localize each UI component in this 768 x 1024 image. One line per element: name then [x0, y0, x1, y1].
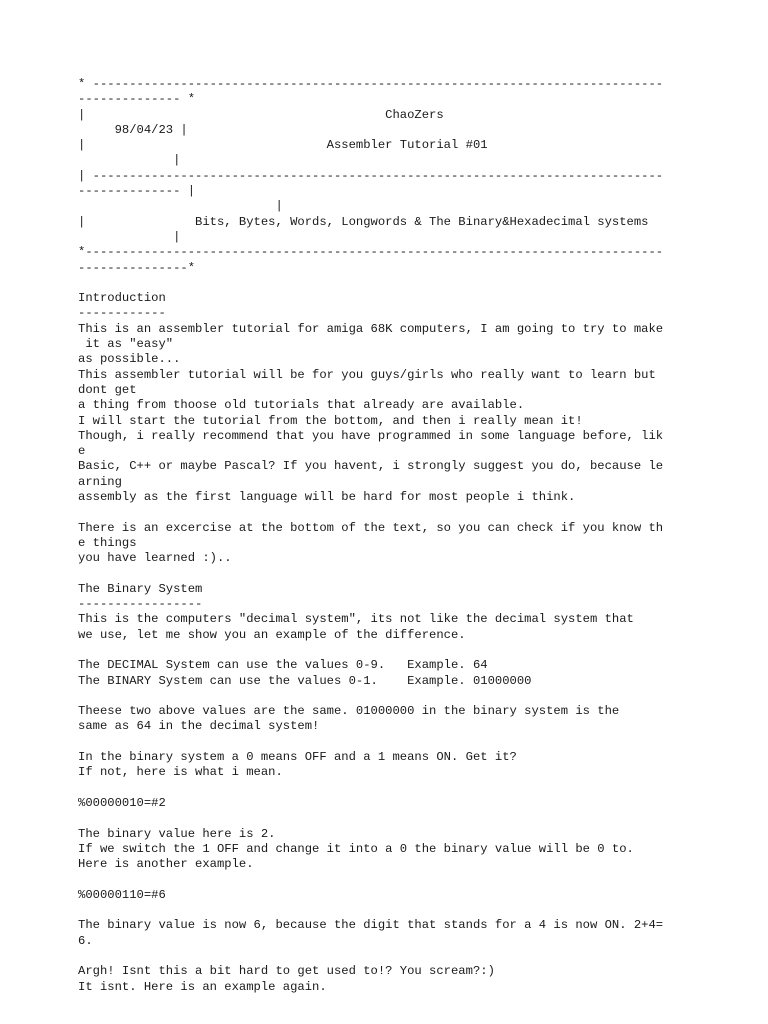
document-page — [78, 77, 718, 995]
text-line: ----------------- — [78, 597, 203, 612]
text-line — [78, 872, 718, 887]
text-line: same as 64 in the decimal system! — [78, 719, 320, 734]
text-line: It isnt. Here is an example again. — [78, 979, 327, 994]
text-line: | Bits, Bytes, Words, Longwords & The Binary&Hexadecimal systems — [78, 214, 649, 229]
text-line: There is an excercise at the bottom of the text, so you can check if you know th — [78, 520, 664, 535]
text-line: Theese two above values are the same. 01000000 in the binary system is the — [78, 704, 620, 719]
text-line — [78, 567, 718, 582]
text-line — [78, 505, 718, 520]
text-line: The BINARY System can use the values 0-1. Example. 01000000 — [78, 673, 532, 688]
text-line — [78, 811, 718, 826]
text-line: we use, let me show you an example of the difference. — [78, 627, 466, 642]
text-line: 98/04/23 | — [78, 122, 188, 137]
text-line: In the binary system a 0 means OFF and a 1 means ON. Get it? — [78, 750, 517, 765]
text-line: -------------- * — [78, 92, 196, 107]
text-line: | — [78, 199, 283, 214]
text-line — [78, 903, 718, 918]
text-line: This is an assembler tutorial for amiga 68K computers, I am going to try to make — [78, 321, 664, 336]
text-line: 6. — [78, 933, 93, 948]
text-line: Though, i really recommend that you have programmed in some language before, lik — [78, 428, 664, 443]
text-line — [78, 735, 718, 750]
text-line: *------------------------------------------------------------------------------- — [78, 245, 664, 260]
text-line: This is the computers "decimal system", its not like the decimal system that — [78, 612, 634, 627]
text-line: | ChaoZers — [78, 107, 444, 122]
text-line — [78, 276, 718, 291]
text-line: | ------------------------------------------------------------------------------ — [78, 168, 664, 183]
text-line: If we switch the 1 OFF and change it into a 0 the binary value will be 0 to. — [78, 841, 634, 856]
text-line: Argh! Isnt this a bit hard to get used to!? You scream?:) — [78, 964, 495, 979]
text-line: it as "easy" — [78, 337, 174, 352]
text-line: e — [78, 444, 86, 459]
text-line: If not, here is what i mean. — [78, 765, 283, 780]
text-line: * ------------------------------------------------------------------------------ — [78, 77, 664, 91]
text-line — [78, 781, 718, 796]
text-line: ------------ — [78, 306, 166, 321]
text-line: dont get — [78, 382, 137, 397]
text-line: The Binary System — [78, 581, 203, 596]
text-line: arning — [78, 474, 122, 489]
text-line: I will start the tutorial from the bottom, and then i really mean it! — [78, 413, 583, 428]
text-line: | — [78, 153, 181, 168]
text-line: %00000010=#2 — [78, 795, 166, 810]
text-line: This assembler tutorial will be for you guys/girls who really want to learn but — [78, 367, 656, 382]
text-line: you have learned :).. — [78, 551, 232, 566]
text-line: The binary value here is 2. — [78, 826, 276, 841]
text-line: Here is another example. — [78, 857, 254, 872]
text-line — [78, 689, 718, 704]
text-line: The DECIMAL System can use the values 0-9. Example. 64 — [78, 658, 488, 673]
text-line: Basic, C++ or maybe Pascal? If you havent, i strongly suggest you do, because le — [78, 459, 664, 474]
text-line: a thing from thoose old tutorials that already are available. — [78, 398, 525, 413]
text-line: Introduction — [78, 291, 166, 306]
text-line: as possible... — [78, 352, 181, 367]
text-line: ---------------* — [78, 260, 196, 275]
text-line: -------------- | — [78, 184, 196, 199]
text-line: assembly as the first language will be hard for most people i think. — [78, 490, 576, 505]
text-line: %00000110=#6 — [78, 887, 166, 902]
text-line: | Assembler Tutorial #01 — [78, 138, 488, 153]
text-line: | — [78, 229, 181, 244]
text-line: e things — [78, 535, 137, 550]
text-line — [78, 643, 718, 658]
text-line — [78, 949, 718, 964]
text-line: The binary value is now 6, because the digit that stands for a 4 is now ON. 2+4= — [78, 918, 664, 933]
